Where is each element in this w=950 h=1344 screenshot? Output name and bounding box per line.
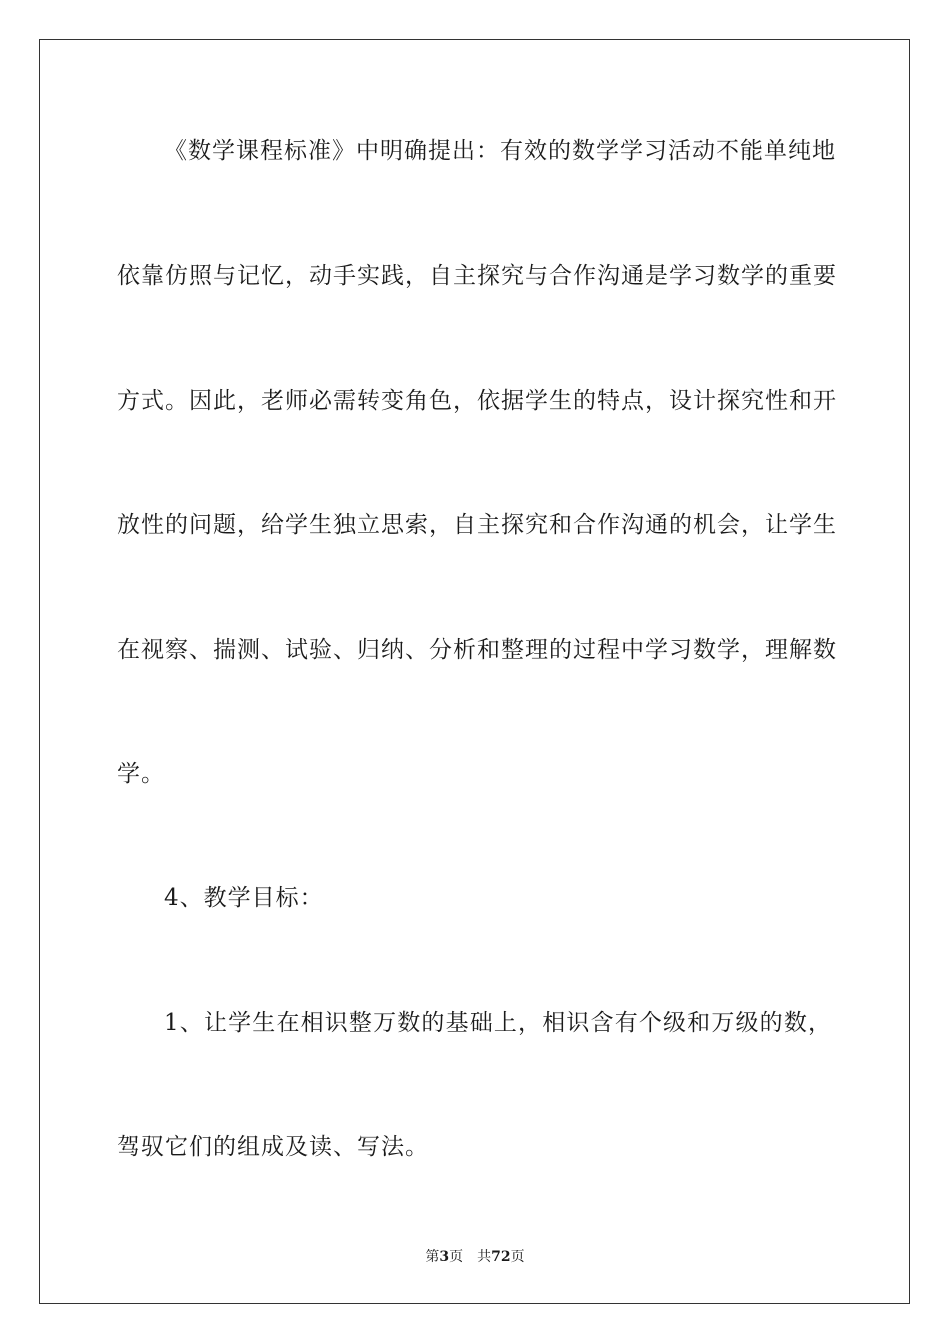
paragraph-line-6: 学。 (117, 761, 165, 787)
total-page-count: 72 (491, 1249, 511, 1265)
objective-line-2: 驾驭它们的组成及读、写法。 (117, 1134, 429, 1160)
paragraph-line-4: 放性的问题，给学生独立思索，自主探究和合作沟通的机会，让学生 (117, 512, 837, 538)
footer-prefix: 第 (425, 1249, 440, 1265)
paragraph-line-5: 在视察、揣测、试验、归纳、分析和整理的过程中学习数学，理解数 (117, 637, 837, 663)
objective-line-1: 1、让学生在相识整万数的基础上，相识含有个级和万级的数， (164, 1010, 832, 1036)
page-frame (39, 39, 910, 1304)
current-page-number: 3 (439, 1249, 450, 1265)
paragraph-line-1: 《数学课程标准》中明确提出：有效的数学学习活动不能单纯地 (164, 138, 836, 164)
paragraph-line-2: 依靠仿照与记忆，动手实践，自主探究与合作沟通是学习数学的重要 (117, 263, 837, 289)
section-heading: 4、教学目标： (164, 885, 324, 911)
footer-total-prefix: 共 (477, 1249, 492, 1265)
footer-total-suffix: 页 (510, 1249, 525, 1265)
page-footer (0, 1248, 950, 1266)
footer-page-suffix: 页 (449, 1249, 464, 1265)
paragraph-line-3: 方式。因此，老师必需转变角色，依据学生的特点，设计探究性和开 (117, 388, 837, 414)
